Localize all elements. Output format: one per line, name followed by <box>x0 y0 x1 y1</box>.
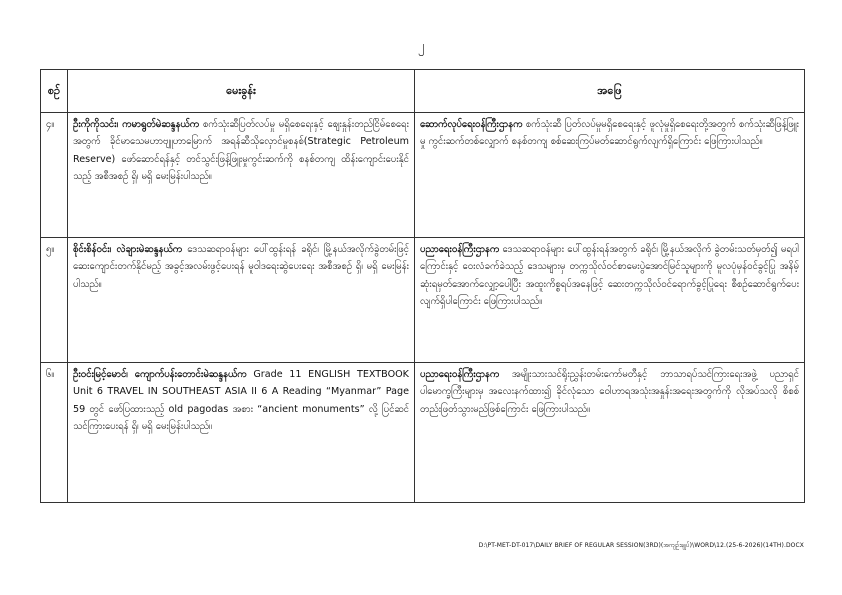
answer-cell <box>415 363 805 503</box>
ministry-name: ပညာရေးဝန်ကြီးဌာနက <box>420 244 500 255</box>
table-row <box>41 238 805 363</box>
question-cell <box>68 238 415 363</box>
answer-text: စက်သုံးဆီ ပြတ်လပ်မှုမရှိစေရေးနှင့် ဖူလုံမှုရှိစေရေးတို့အတွက် စက်သုံးဆီဖြန့်ဖြူးမှု ကွင်းဆက်တစ်လျှောက် စနစ်တကျ စစ်ဆေးကြပ်မတ်ဆောင်ရွက်လျက်ရှိကြောင်း ဖြေကြားပါသည်။ <box>420 119 799 148</box>
row-number: ၆။ <box>41 363 68 503</box>
ministry-name: ဆောက်လုပ်ရေးဝန်ကြီးဌာနက <box>420 119 523 130</box>
row-number: ၅။ <box>41 238 68 363</box>
header-answer: အဖြေ <box>415 70 805 113</box>
answer-text: အမျိုးသားသင်ရိုးညွှန်းတမ်းကော်မတီနှင့် ဘာသာရပ်သင်ကြားရေးအဖွဲ့ ပညာရှင်ပါမောက္ခကြီးများမှ အလေးနက်ထား၍ ခိုင်လုံသော ဝေါဟာရအသုံးအနှုန်းအရေးအတွက်ကို လိုအပ်သလို စိစစ်တည်းဖြတ်သွားမည်ဖြစ်ကြောင်း ဖြေကြားပါသည်။ <box>420 369 799 415</box>
question-text: ဒေသဆရာဝန်များ ပေါ်ထွန်းရန် ခရိုင်၊ မြို့နယ်အလိုက်ခွဲတမ်းဖြင့် ဆေးကျောင်းတက်နိုင်မည့် အခွင့်အလမ်းဖွင့်ပေးရန် မူဝါဒရေးဆွဲပေးရေး အစီအစဉ် ရှိ၊ မရှိ မေးမြန်းပါသည်။ <box>73 244 410 290</box>
question-text: Grade 11 ENGLISH TEXTBOOK Unit 6 TRAVEL IN SOUTHEAST ASIA II 6 A Reading “Myanmar” Page 59 တွင် ဖော်ပြထားသည့် old pagodas အစား “ancient monuments” လို့ ပြင်ဆင်သင်ကြားပေးရန် ရှိ၊ မရှိ မေးမြန်းပါသည်။ <box>73 369 409 432</box>
answer-cell <box>415 238 805 363</box>
question-text: စက်သုံးဆီပြတ်လပ်မှု မရှိစေရေးနှင့် ဈေးနှုန်းတည်ငြိမ်စေရေးအတွက် ခိုင်မာသေမဟာဗျူဟာမြောက် အရန်ဆီသိုလှောင်မှုစနစ်(Strategic Petroleum Reserve) ဖော်ဆောင်ရန်နှင့် တင်သွင်းဖြန့်ဖြူးမှုကွင်းဆက်ကို စနစ်တကျ ထိန်းကျောင်းပေးနိုင်သည့် အစီအစဉ် ရှိ၊ မရှိ မေးမြန်းပါသည်။ <box>73 119 409 182</box>
header-question: မေးခွန်း <box>68 70 415 113</box>
questioner-name: ဦးကိုကိုသင်း၊ ကမာရွတ်မဲဆန္ဒနယ်က <box>73 119 200 130</box>
question-cell <box>68 363 415 503</box>
page-number: ၂ <box>417 39 425 54</box>
answer-text: ဒေသဆရာဝန်များ ပေါ်ထွန်းရန်အတွက် ခရိုင်၊ မြို့နယ်အလိုက် ခွဲတမ်းသတ်မှတ်၍ မရပါကြောင်းနှင့် ဝေးလံခက်ခဲသည့် ဒေသများမှ တက္ကသိုလ်ဝင်စာမေးပွဲအောင်မြင်သူများကို မူလပုံမှန်ဝင်ခွင့်ပြု အနိမ့်ဆုံးရမှတ်အောက်လျှော့ပေါ့ပြီး အထူးကိစ္စရပ်အနေဖြင့် ဆေးတက္ကသိုလ်ဝင်ရောက်ခွင့်ပြုရေး စီစဉ်ဆောင်ရွက်ပေးလျက်ရှိပါကြောင်း ဖြေကြားပါသည်။ <box>420 244 799 307</box>
row-number: ၄။ <box>41 113 68 238</box>
ministry-name: ပညာရေးဝန်ကြီးဌာနက <box>420 369 500 380</box>
header-no: စဉ် <box>41 70 68 113</box>
table-row <box>41 113 805 238</box>
table-row <box>41 363 805 503</box>
answer-cell <box>415 113 805 238</box>
questioner-name: စိုင်းစိန်ဝင်း၊ လဲချားမဲဆန္ဒနယ်က <box>73 244 183 255</box>
footer-file-path: D:\PT-MET-DT-017\DAILY BRIEF OF REGULAR SESSION(3RD)(အကျဉ်းချုပ်)\WORD\12.(25-6-2026)(14TH).DOCX <box>478 542 804 549</box>
questioner-name: ဦးဝင်းမြင့်မောင်၊ ကျောက်ပန်းတောင်းမဲဆန္ဒနယ်က <box>73 369 247 380</box>
question-cell <box>68 113 415 238</box>
table-header-row <box>41 70 805 113</box>
qa-table <box>40 69 805 503</box>
